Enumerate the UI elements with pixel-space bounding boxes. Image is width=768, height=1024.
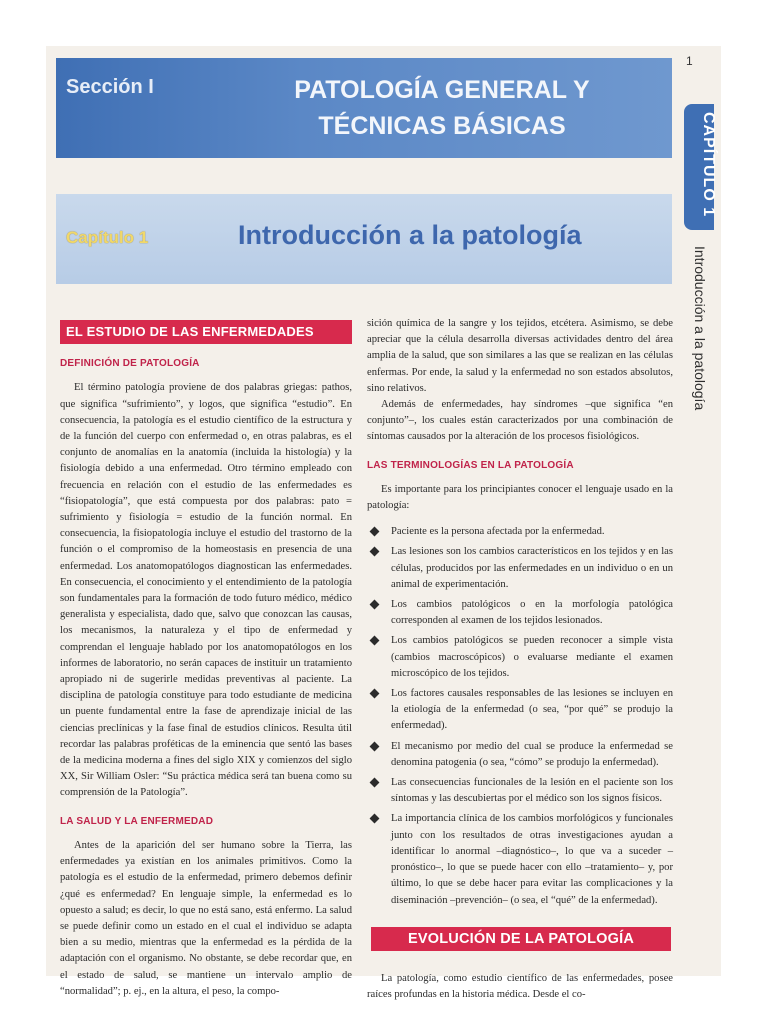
list-item: El mecanismo por medio del cual se produce la enfermedad se denomina patogenia (o sea, “cómo” se produjo la enfermedad). xyxy=(367,739,673,771)
section-title-line1: PATOLOGÍA GENERAL Y xyxy=(294,76,590,104)
list-item: Paciente es la persona afectada por la enfermedad. xyxy=(367,524,673,540)
side-tab-label: CAPÍTULO 1 xyxy=(700,112,717,218)
right-column xyxy=(367,316,673,1003)
running-title: Introducción a la patología xyxy=(692,246,708,411)
paragraph-salud: Antes de la aparición del ser humano sobre la Tierra, las enfermedades ya existían en los animales primitivos. Como la patología es el estudio de la enfermedad, primero debemos definir ¿qué es enfermedad? En lenguaje simple, la enfermedad es lo opuesto a salud; es decir, lo que no está sano, está enfermo. La salud se puede definir como un estado en el cual el individuo se adapta bien a su medio, mientras que la enfermedad es la pérdida de la adaptación con el organismo. No obstante, se debe recordar que, en el estado de salud, se mantiene un intervalo amplio de “normalidad”; p. ej., en la altura, el peso, la compo- xyxy=(60,839,352,997)
paragraph-sindromes: Además de enfermedades, hay síndromes –que significa “en conjunto”–, los cuales están caracterizados por una combinación de síntomas causados por la alteración de los procesos fisiológicos. xyxy=(367,399,673,443)
paragraph-definicion: El término patología proviene de dos palabras griegas: pathos, que significa “sufrimiento”, y logos, que significa “estudio”. En consecuencia, la patología es el estudio científico de la estructura y de la función del cuerpo con enfermedad o, en otras palabras, es el conjunto de anomalías en la anatomía (incluida la histología) y la fisiología debido a una enfermedad. Otro término empleado con frecuencia en relación con el estudio de las enfermedades es “fisiopatología”, que está compuesta por dos palabras: pato = sufrimiento y fisiología = estudio de la función normal. En consecuencia, la fisiopatología incluye el estudio del trastorno de la función o el compromiso de la homeostasis en presencia de una enfermedad. Los anatomopatólogos diagnostican las enfermedades. En consecuencia, el conocimiento y el entendimiento de la patología son fundamentales para la formación de todo futuro médico, médico generalista y especialista, dado que, salvo que conozcan las causas, los mecanismos, la naturaleza y el tipo de enfermedad y comprendan el lenguaje hablado por los anatomopatólogos en los informes de laboratorio, no serán capaces de instituir un tratamiento apropiado ni de sugerirle medidas preventivas al paciente. La disciplina de patología constituye para todo estudiante de medicina un puente fundamental entre la fase de aprendizaje inicial de las ciencias preclínicas y la fase final de estudios clínicos. Resulta útil recordar las palabras proféticas de la eminencia que sentó las bases de la medicina moderna a fines del siglo XIX y comienzos del siglo XX, Sir William Osler: “Su práctica médica será tan buena como su comprensión de la Patología”. xyxy=(60,382,352,799)
list-item: Los factores causales responsables de las lesiones se incluyen en la etiología de la enfermedad (o sea, “por qué” se produjo la enfermedad). xyxy=(367,686,673,735)
diamond-bullet-icon xyxy=(370,778,380,788)
chapter-title: Introducción a la patología xyxy=(238,220,582,250)
paragraph-terminologias-intro: Es importante para los principiantes conocer el lenguaje usado en la patología: xyxy=(367,483,673,512)
list-item: Los cambios patológicos se pueden reconocer a simple vista (cambios macroscópicos) o evaluarse mediante el examen microscópico de los tejidos. xyxy=(367,633,673,682)
subheading-definicion: DEFINICIÓN DE PATOLOGÍA xyxy=(60,358,200,370)
section-banner xyxy=(56,58,672,158)
paragraph-continuation: sición química de la sangre y los tejidos, etcétera. Asimismo, se debe apreciar que la célula desarrolla diversas actividades dentro del área amplia de la salud, que son similares a las que se realizan en las células enfermas. Por ende, la salud y la enfermedad no son estados absolutos, sino relativos. xyxy=(367,318,673,394)
diamond-bullet-icon xyxy=(370,527,380,537)
paragraph-evolucion: La patología, como estudio científico de las enfermedades, posee raíces profundas en la historia médica. Desde el co- xyxy=(367,972,673,1001)
left-column xyxy=(60,320,352,1000)
list-item: Los cambios patológicos o en la morfología patológica corresponden al examen de los tejidos lesionados. xyxy=(367,597,673,629)
diamond-bullet-icon xyxy=(370,689,380,699)
heading-evolucion-patologia: EVOLUCIÓN DE LA PATOLOGÍA xyxy=(371,927,671,951)
diamond-bullet-icon xyxy=(370,600,380,610)
section-title xyxy=(262,72,622,144)
diamond-bullet-icon xyxy=(370,547,380,557)
subheading-terminologias: LAS TERMINOLOGÍAS EN LA PATOLOGÍA xyxy=(367,459,574,471)
diamond-bullet-icon xyxy=(370,741,380,751)
list-item: Las consecuencias funcionales de la lesión en el paciente son los síntomas y las descubiertas por el médico son los signos físicos. xyxy=(367,775,673,807)
list-item: Las lesiones son los cambios característicos en los tejidos y en las células, producidos por las enfermedades en un individuo o en un animal de experimentación. xyxy=(367,544,673,593)
subheading-salud-enfermedad: LA SALUD Y LA ENFERMEDAD xyxy=(60,815,214,827)
heading-estudio-enfermedades: EL ESTUDIO DE LAS ENFERMEDADES xyxy=(60,320,352,344)
diamond-bullet-icon xyxy=(370,636,380,646)
section-label: Sección I xyxy=(66,76,154,98)
chapter-label: Capítulo 1 xyxy=(66,228,149,247)
chapter-banner xyxy=(56,194,672,284)
page-number: 1 xyxy=(686,54,693,68)
diamond-bullet-icon xyxy=(370,814,380,824)
section-title-line2: TÉCNICAS BÁSICAS xyxy=(318,112,566,140)
list-item: La importancia clínica de los cambios morfológicos y funcionales junto con los resultados de otras investigaciones ayudan a identificar lo anormal –diagnóstico–, lo que va a suceder –pronóstico–, lo que se puede hacer con ello –tratamiento– y, por último, lo que se debe hacer para evitar las complicaciones y la diseminación –prevención– (o sea, el “qué” de la enfermedad). xyxy=(367,811,673,908)
